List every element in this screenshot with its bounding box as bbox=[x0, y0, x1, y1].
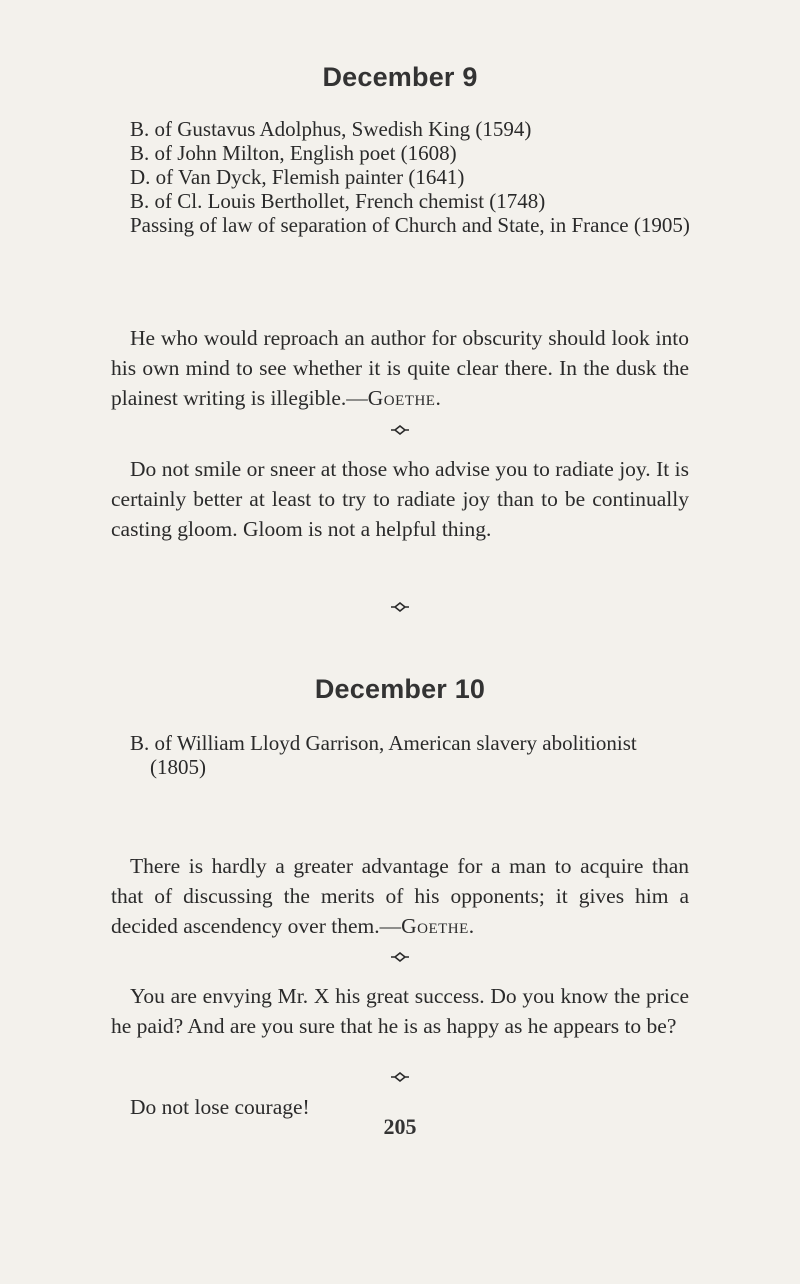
quote-author: Goethe. bbox=[401, 914, 475, 938]
events-list-december-10 bbox=[130, 731, 690, 779]
events-list-december-9 bbox=[130, 117, 690, 237]
ornament-divider-icon bbox=[391, 425, 409, 435]
event-item: B. of Cl. Louis Berthollet, French chemist (1748) bbox=[130, 189, 546, 213]
event-item: B. of John Milton, English poet (1608) bbox=[130, 141, 457, 165]
quote-text: He who would reproach an author for obscurity should look into his own mind to see whether it is quite clear there. In the dusk the plainest writing is illegible.— bbox=[111, 326, 689, 410]
event-item: Passing of law of separation of Church and State, in France (1905) bbox=[130, 213, 690, 237]
page-number: 205 bbox=[383, 1114, 417, 1139]
ornament-divider-icon bbox=[391, 602, 409, 612]
thought-do-not-lose-courage: Do not lose courage! bbox=[130, 1095, 310, 1119]
thought-envying-success: You are envying Mr. X his great success. Do you know the price he paid? And are you sure that he is as happy as he appears to be? bbox=[111, 984, 689, 1038]
section-heading-december-9: December 9 bbox=[322, 62, 478, 92]
ornament-divider-icon bbox=[391, 952, 409, 962]
quote-goethe-obscurity bbox=[111, 323, 689, 413]
event-item: D. of Van Dyck, Flemish painter (1641) bbox=[130, 165, 465, 189]
thought-radiate-joy: Do not smile or sneer at those who advise you to radiate joy. It is certainly better at least to try to radiate joy than to be continually casting gloom. Gloom is not a helpful thing. bbox=[111, 457, 689, 541]
quote-goethe-opponents bbox=[111, 851, 689, 941]
quote-author: Goethe. bbox=[367, 386, 442, 410]
section-heading-december-10: December 10 bbox=[314, 674, 486, 704]
ornament-divider-icon bbox=[391, 1072, 409, 1082]
quote-text: There is hardly a greater advantage for a man to acquire than that of discussing the merits of his opponents; it gives him a decided ascendency over them.— bbox=[111, 854, 689, 938]
event-item: B. of William Lloyd Garrison, American slavery abolitionist (1805) bbox=[130, 731, 637, 779]
event-item: B. of Gustavus Adolphus, Swedish King (1594) bbox=[130, 117, 532, 141]
